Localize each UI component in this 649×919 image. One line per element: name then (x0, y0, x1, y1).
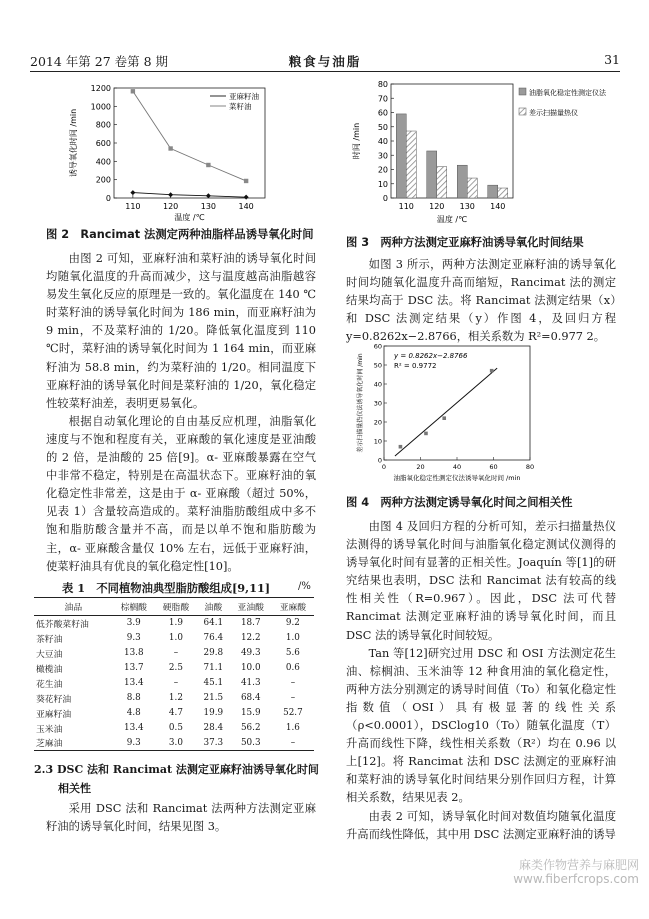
left-column-text-2 (46, 800, 316, 836)
y-tick-label: 0 (377, 456, 382, 465)
table-cell: 71.1 (203, 663, 224, 673)
y-tick-label: 50 (377, 122, 388, 132)
x-tick-label: 120 (162, 202, 179, 211)
y-tick-label: 40 (373, 380, 382, 389)
table-cell: 1.9 (168, 618, 183, 629)
y-tick-label: 10 (373, 437, 382, 446)
x-tick-label: 140 (490, 202, 506, 211)
x-axis-label: 温度 /℃ (436, 215, 468, 224)
figure-3-caption: 图 3 两种方法测定亚麻籽油诱导氧化时间结果 (346, 236, 584, 249)
table-cell: 0.6 (285, 663, 300, 673)
left-column-text-1 (46, 250, 316, 576)
table-cell: 76.4 (203, 633, 224, 643)
table-cell: – (272, 736, 314, 751)
data-point (168, 192, 173, 197)
legend-swatch (519, 88, 526, 95)
table-cell: 56.2 (240, 723, 261, 733)
section-heading-line: 2.3 DSC 法和 Rancimat 法测定亚麻籽油诱导氧化时间 (34, 763, 319, 776)
table-cell: 芝麻油 (34, 736, 113, 751)
legend-swatch (519, 108, 526, 115)
table-cell: 亚麻籽油 (36, 709, 72, 720)
x-axis-label: 油脂氧化稳定性测定仪法诱导氧化时间 /min (393, 474, 521, 482)
journal-issue: 2014 年第 27 卷第 8 期 (30, 54, 169, 69)
table-cell: 13.7 (123, 663, 144, 673)
y-tick-label: 600 (95, 139, 111, 148)
x-tick-label: 110 (398, 202, 414, 211)
x-tick-label: 60 (489, 463, 498, 471)
table-cell: 葵花籽油 (36, 694, 72, 705)
table-header-cell: 棕榈酸 (113, 598, 155, 616)
table-cell: 68.4 (240, 693, 261, 703)
r-squared: R² = 0.9772 (394, 362, 437, 370)
bar (467, 178, 477, 198)
table-cell: 15.9 (240, 708, 261, 718)
table-row (34, 616, 314, 631)
table-cell: 1.6 (285, 723, 300, 733)
x-axis-label: 温度 /℃ (174, 213, 205, 222)
table-cell: 12.2 (240, 633, 261, 643)
table-cell: 9.3 (126, 633, 141, 643)
x-tick-label: 110 (125, 202, 141, 211)
table-cell: 13.4 (123, 723, 144, 733)
page-number: 31 (604, 52, 620, 67)
data-point (424, 432, 428, 436)
bar (406, 131, 416, 198)
trendline (395, 368, 497, 456)
x-tick-label: 130 (200, 202, 217, 211)
paragraph: 由表 2 可知，诱导氧化时间对数值均随氧化温度升高而线性降低，其中用 DSC 法测定亚麻籽油的诱导 (346, 809, 616, 841)
figure-2-chart (60, 80, 320, 220)
watermark-line: www.fiberfcrops.com (513, 872, 639, 886)
bar (437, 167, 447, 198)
x-tick-label: 0 (381, 463, 387, 471)
table-cell: 13.4 (123, 678, 144, 688)
table-header-cell: 硬脂酸 (155, 598, 197, 616)
section-heading-2-3 (34, 760, 319, 798)
y-tick-label: 0 (105, 194, 111, 203)
section-heading-line: 相关性 (58, 782, 91, 795)
table-1-title: 表 1 不同植物油典型脂肪酸组成[9,11] (62, 581, 271, 595)
bar (427, 151, 437, 198)
x-tick-label: 120 (429, 202, 445, 211)
paragraph: 根据自动氧化理论的自由基反应机理，油脂氧化速度与不饱和程度有关，亚麻酸的氧化速度是亚油酸的 2 倍，是油酸的 25 倍[9]。α- 亚麻酸暴露在空气中非常不稳定，特别是在高温状态下。亚麻籽油的氧化稳定性非常差，这是由于 α- 亚麻酸（超过 50%，见表 1）含量较高造成的。菜籽油脂肪酸组成中多不饱和脂肪酸含量并不高，而是以单不饱和脂肪酸为主，α- 亚麻酸含量仅 10% 左右，远低于亚麻籽油，使菜籽油具有优良的氧化稳定性[10]。 (46, 414, 316, 573)
bar (457, 165, 467, 198)
table-cell: 9.2 (285, 618, 300, 629)
table-cell: 5.6 (285, 648, 300, 658)
y-tick-label: 10 (377, 179, 388, 189)
table-1-unit: /% (298, 581, 311, 592)
legend-label: 差示扫描量热仪 (529, 109, 578, 117)
y-tick-label: 70 (377, 94, 388, 104)
y-tick-label: 30 (373, 399, 382, 408)
table-row (34, 691, 314, 706)
y-tick-label: 30 (377, 151, 388, 161)
table-header-cell: 亚油酸 (230, 598, 272, 616)
y-tick-label: 20 (373, 418, 382, 427)
table-cell: 49.3 (240, 648, 261, 658)
y-tick-label: 60 (377, 108, 388, 118)
table-row (34, 736, 314, 751)
table-cell: 大豆油 (36, 649, 63, 660)
right-column-text-2 (346, 518, 616, 844)
table-cell: 低芥酸菜籽油 (36, 619, 89, 630)
y-tick-label: 20 (377, 165, 388, 175)
right-column-text-1 (346, 256, 616, 346)
table-row (34, 721, 314, 736)
figure-3-chart (345, 78, 606, 230)
regression-equation: y = 0.8262x−2.8766 (394, 352, 468, 360)
x-tick-label: 130 (459, 202, 475, 211)
bar (488, 185, 498, 198)
paragraph: 由图 4 及回归方程的分析可知，差示扫描量热仪法测得的诱导氧化时间与油脂氧化稳定测试仪测得的诱导氧化时间有显著的正相关性。Joaquín 等[1]的研究结果也表明，DSC 法和 Rancimat 法有较高的线性相关性（R=0.967）。因此，DSC 法可代替 Rancimat 法测定亚麻籽油的诱导氧化时间，而且 DSC 法的诱导氧化时间较短。 (346, 520, 616, 642)
table-cell: 0.5 (168, 723, 183, 733)
data-point (442, 416, 446, 420)
paragraph: 采用 DSC 法和 Rancimat 法两种方法测定亚麻籽油的诱导氧化时间，结果见图 3。 (46, 802, 316, 834)
y-tick-label: 800 (95, 120, 111, 130)
table-cell: 花生油 (36, 679, 63, 690)
table-cell: 28.4 (203, 723, 224, 733)
table-header-cell: 亚麻酸 (272, 598, 314, 616)
table-1 (34, 597, 314, 751)
table-cell: 10.0 (240, 663, 261, 673)
data-point (130, 190, 135, 195)
table-row (34, 676, 314, 691)
paragraph: 如图 3 所示，两种方法测定亚麻籽油的诱导氧化时间均随氧化温度升高而缩短，Rancimat 法的测定结果均高于 DSC 法。将 Rancimat 法测定结果（x）和 DSC 法测定结果（y）作图 4，及回归方程 y=0.8262x−2.8766，相关系数为 R²=0.977 2。 (346, 258, 616, 344)
table-cell: 19.9 (203, 708, 224, 718)
paragraph: Tan 等[12]研究过用 DSC 和 OSI 方法测定花生油、棕榈油、玉米油等 12 种食用油的氧化稳定性，两种方法分别测定的诱导时间值（To）和氧化稳定性指数值（OSI）具有极显著的线性关系（ρ<0.0001），DSClog10（To）随氧化温度（T）升高而线性下降，线性相关系数（R²）均在 0.96 以上[12]。将 Rancimat 法和 DSC 法测定的亚麻籽油和菜籽油的诱导氧化时间结果分别作回归方程，计算相关系数，结果见表 2。 (346, 646, 616, 805)
y-tick-label: 0 (382, 194, 388, 203)
table-cell: 3.0 (155, 736, 197, 751)
y-tick-label: 60 (373, 342, 382, 351)
table-cell: 29.8 (203, 648, 224, 658)
x-tick-label: 20 (416, 463, 425, 471)
data-point (244, 195, 249, 200)
figure-2-caption: 图 2 Rancimat 法测定两种油脂样品诱导氧化时间 (46, 228, 314, 241)
x-tick-label: 40 (452, 463, 462, 471)
table-header-cell: 油品 (34, 598, 113, 616)
y-axis-label: 差示扫描量热仪法诱导氧化时间 /min (357, 353, 364, 453)
x-tick-label: 140 (238, 202, 254, 211)
data-point (206, 193, 211, 198)
data-point (131, 89, 135, 93)
data-point (399, 445, 403, 449)
table-cell: – (290, 678, 296, 688)
table-cell: 橄榄油 (36, 664, 63, 675)
y-axis-label: 诱导氧化时间 /min (69, 108, 78, 178)
watermark (513, 858, 639, 886)
paragraph: 由图 2 可知，亚麻籽油和菜籽油的诱导氧化时间均随氧化温度的升高而减少，这与温度越高油脂越容易发生氧化反应的原理是一致的。氧化温度在 140 ℃时菜籽油的诱导氧化时间为 186 min，而亚麻籽油为 9 min，不及菜籽油的 1/20。降低氧化温度到 110 ℃时，菜籽油的诱导氧化时间为 1 164 min，而亚麻籽油为 58.8 min，约为菜籽油的 1/20。相同温度下亚麻籽油的诱导氧化时间是菜籽油的 1/20，氧化稳定性较菜籽油差，表明更易氧化。 (46, 252, 316, 410)
table-cell: 4.7 (168, 708, 183, 718)
table-cell: 64.1 (203, 618, 224, 629)
bar (498, 188, 508, 198)
data-point (490, 369, 494, 373)
table-cell: 18.7 (240, 618, 261, 629)
table-cell: 41.3 (240, 678, 261, 688)
series-line (133, 193, 246, 198)
y-axis-label: 时间 /min (352, 122, 361, 160)
table-cell: 茶籽油 (36, 634, 63, 645)
table-cell: 13.8 (123, 648, 144, 658)
watermark-line: 麻类作物营养与麻肥网 (518, 858, 639, 872)
table-cell: – (173, 678, 179, 688)
table-cell: 4.8 (126, 708, 141, 718)
table-cell: 9.3 (113, 736, 155, 751)
y-tick-label: 1200 (90, 84, 111, 93)
table-cell: 45.1 (203, 678, 224, 688)
table-cell: 玉米油 (36, 724, 63, 735)
y-tick-label: 50 (373, 361, 382, 370)
y-tick-label: 80 (377, 80, 388, 89)
legend-label: 亚麻籽油 (229, 92, 259, 101)
table-cell: – (290, 693, 296, 703)
table-cell: 1.0 (285, 633, 300, 643)
table-row (34, 706, 314, 721)
table-cell: 1.0 (168, 633, 183, 643)
table-cell: – (173, 648, 179, 658)
y-tick-label: 40 (377, 137, 388, 146)
table-cell: 21.5 (203, 693, 224, 703)
table-cell: 2.5 (168, 663, 183, 673)
data-point (244, 179, 248, 183)
table-cell: 52.7 (283, 708, 303, 718)
x-tick-label: 80 (525, 463, 535, 471)
figure-4-chart (350, 340, 540, 490)
y-tick-label: 1000 (90, 102, 111, 112)
data-point (206, 163, 210, 167)
figure-4-caption: 图 4 两种方法测定诱导氧化时间之间相关性 (346, 496, 573, 509)
journal-name: 粮食与油脂 (288, 54, 362, 69)
header-rule (30, 71, 620, 72)
y-tick-label: 400 (95, 157, 111, 167)
data-point (168, 146, 172, 150)
table-cell: 3.9 (126, 618, 141, 629)
table-cell: 1.2 (168, 693, 183, 703)
table-header-cell: 油酸 (197, 598, 230, 616)
legend-label: 油脂氧化稳定性测定仪法 (529, 89, 606, 97)
table-row (34, 631, 314, 646)
y-tick-label: 200 (95, 175, 111, 185)
table-cell: 37.3 (197, 736, 230, 751)
table-row (34, 661, 314, 676)
table-cell: 8.8 (126, 693, 141, 703)
bar (396, 114, 406, 198)
table-cell: 50.3 (230, 736, 272, 751)
legend-label: 菜籽油 (229, 102, 252, 111)
table-row (34, 646, 314, 661)
